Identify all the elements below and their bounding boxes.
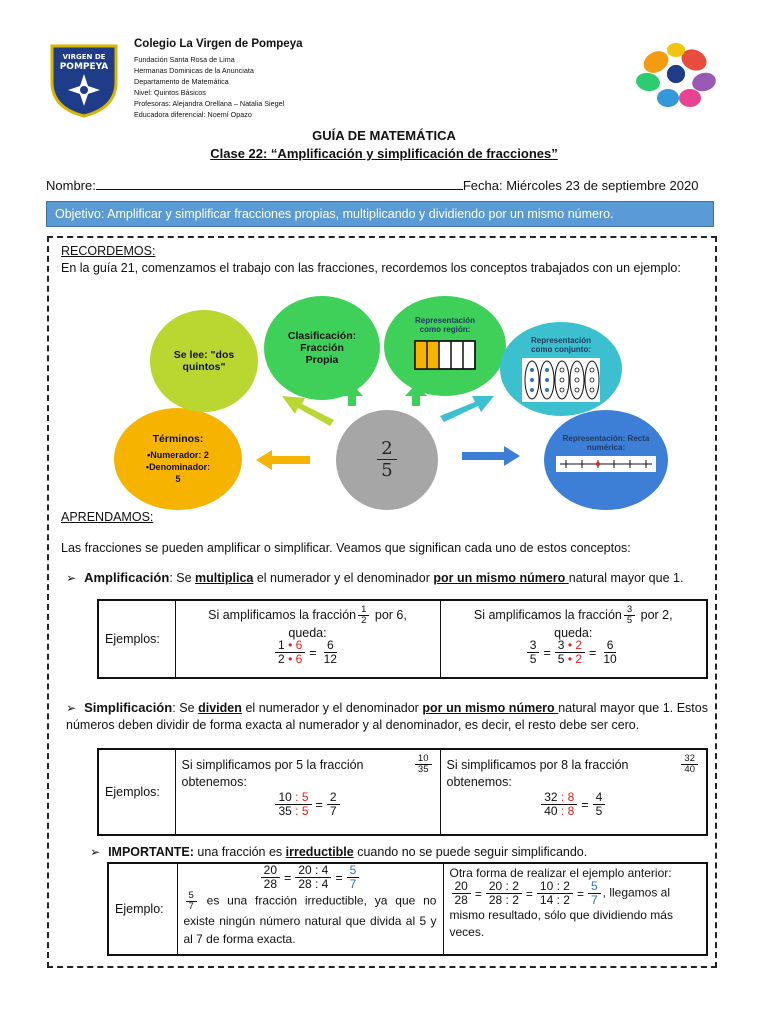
school-detail-line: Profesoras: Alejandra Orellana – Natalia Siegel	[134, 99, 285, 108]
simplificacion-same: por un mismo número	[422, 701, 559, 715]
recordemos-text: En la guía 21, comenzamos el trabajo con las fracciones, recordemos los conceptos trabajados con un ejemplo:	[61, 261, 681, 275]
simplificacion-text-3: natural mayor que 1. Estos números deben dividir de forma exacta al numerador y al denominador, es decir, el resto debe ser cero.	[66, 701, 708, 732]
school-detail-line: Educadora diferencial: Noemí Opazo	[134, 110, 252, 119]
imp-right-equation: $\frac{20}{28}$ = $\frac{20 : 2}{28 : 2}$ = $\frac{10 : 2}{14 : 2}$ = $\frac{5}{7}$ , llegamos al	[450, 880, 701, 907]
name-line[interactable]	[96, 179, 463, 190]
simp-ex2-text: Si simplificamos por 8 la fracción	[446, 757, 629, 772]
amplificacion-text-2: el numerador y el denominador	[253, 571, 434, 585]
terminos-numerador: •Numerador: 2	[147, 450, 209, 460]
amp-ex1-by: por 6,	[374, 607, 407, 622]
imp-right-intro: Otra forma de realizar el ejemplo anterior:	[449, 866, 672, 880]
amplificacion-example-1	[175, 600, 440, 678]
conjunto-label: Representación como conjunto:	[530, 336, 592, 354]
amplificacion-same: por un mismo número	[433, 571, 569, 585]
school-details	[134, 54, 284, 120]
terminos-denominador: •Denominador:	[145, 462, 211, 472]
simplificacion-verb: dividen	[198, 701, 242, 715]
amplificacion-table	[97, 599, 708, 679]
simplificacion-example-2	[440, 749, 707, 835]
amp-ex2-by: por 2,	[640, 607, 673, 622]
page-title: GUÍA DE MATEMÁTICA	[312, 128, 456, 143]
concept-arrows	[90, 296, 670, 512]
simplificacion-example-1	[175, 749, 440, 835]
simp-ex2-equation: $\frac{32 : 8}{40 : 8}$ = $\frac{4}{5}$	[447, 791, 701, 818]
amplificacion-term: Amplificación	[84, 570, 170, 585]
simplificacion-text-1: : Se	[172, 701, 199, 715]
imp-right-text-2: mismo resultado, sólo que dividiendo más veces.	[449, 908, 673, 939]
school-name: Colegio La Virgen de Pompeya	[134, 38, 303, 50]
date-label: Fecha: Miércoles 23 de septiembre 2020	[462, 178, 699, 193]
simplificacion-term: Simplificación	[84, 700, 173, 715]
simp-ex1-fraction: $\frac{10}{35}$	[415, 754, 432, 775]
imp-left-fraction: $\frac{5}{7}$	[186, 891, 197, 912]
name-label: Nombre:	[46, 178, 96, 193]
amplificacion-text-1: : Se	[169, 571, 196, 585]
importante-example-left	[177, 863, 443, 955]
amplificacion-example-2	[440, 600, 707, 678]
center-numerator: 2	[377, 439, 396, 460]
simplificacion-definition	[66, 699, 708, 734]
amp-ex2-text: Si amplificamos la fracción	[473, 607, 622, 622]
amp-ex2-queda: queda:	[554, 626, 593, 640]
recta-label: Representación: Recta numérica:	[562, 434, 650, 452]
terminos-denominador-value: 5	[175, 474, 181, 484]
amplificacion-text-3: natural mayor que 1.	[568, 571, 684, 585]
arrow-bullet-icon: ➢	[66, 701, 77, 715]
arrow-bullet-icon: ➢	[66, 571, 77, 585]
arrow-bullet-icon: ➢	[90, 845, 101, 859]
school-detail-line: Hermanas Dominicas de la Anunciata	[134, 66, 254, 75]
school-detail-line: Nivel: Quintos Básicos	[134, 88, 206, 97]
simplificacion-label: Ejemplos:	[98, 749, 175, 835]
name-date-row	[46, 178, 726, 193]
center-denominator: 5	[381, 459, 393, 481]
imp-left-text: es una fracción irreductible, ya que no existe ningún número natural que divida al 5 y al 7 de forma exacta.	[183, 893, 437, 946]
importante-table	[107, 862, 708, 956]
simp-ex2-fraction: $\frac{32}{40}$	[681, 754, 698, 775]
recordemos-title: RECORDEMOS:	[61, 244, 156, 258]
amplificacion-verb: multiplica	[195, 571, 254, 585]
amp-ex2-equation: $\frac{3}{5}$ = $\frac{3 • 2}{5 • 2}$ = $\frac{6}{10}$	[447, 639, 701, 666]
imp-left-text-block	[184, 891, 437, 948]
school-detail-line: Fundación Santa Rosa de Lima	[134, 55, 235, 64]
aprendamos-text: Las fracciones se pueden amplificar o simplificar. Veamos que significan cada uno de estos conceptos:	[61, 541, 631, 555]
simp-ex2-obtenemos: obtenemos:	[446, 775, 512, 789]
amp-ex2-fraction: $\frac{3}{5}$	[624, 605, 635, 626]
region-label: Representación como región:	[414, 316, 476, 334]
amp-ex1-text: Si amplificamos la fracción	[208, 607, 357, 622]
simp-ex1-text: Si simplificamos por 5 la fracción	[181, 757, 364, 772]
concept-map	[90, 296, 670, 512]
importante-example-right	[443, 863, 707, 955]
simplificacion-table	[97, 748, 708, 836]
school-detail-line: Departamento de Matemática	[134, 77, 229, 86]
importante-term: IMPORTANTE:	[108, 845, 194, 859]
simp-ex1-equation: $\frac{10 : 5}{35 : 5}$ = $\frac{2}{7}$	[182, 791, 434, 818]
terminos-title: Términos:	[152, 433, 204, 445]
objective-banner: Objetivo: Amplificar y simplificar fracciones propias, multiplicando y dividiendo por un mismo número.	[46, 201, 714, 227]
se-lee-circle: Se lee: "dos quintos"	[150, 310, 258, 412]
colorful-hands-logo	[628, 40, 724, 112]
amplificacion-definition	[66, 569, 706, 587]
school-crest-logo	[48, 42, 120, 118]
crest-top-text: VIRGEN DE	[62, 53, 106, 61]
page-subtitle: Clase 22: “Amplificación y simplificación de fracciones”	[210, 146, 558, 161]
amp-ex1-queda: queda:	[288, 626, 327, 640]
importante-word: irreductible	[285, 845, 354, 859]
amp-ex1-equation: $\frac{1 • 6}{2 • 6}$ = $\frac{6}{12}$	[182, 639, 434, 666]
simplificacion-text-2: el numerador y el denominador	[241, 701, 423, 715]
amplificacion-label: Ejemplos:	[98, 600, 175, 678]
imp-left-equation: $\frac{20}{28}$ = $\frac{20 : 4}{28 : 4}$ = $\frac{5}{7}$	[184, 864, 437, 891]
amp-ex1-fraction: $\frac{1}{2}$	[358, 605, 369, 626]
simp-ex1-obtenemos: obtenemos:	[181, 775, 247, 789]
importante-text-1: una fracción es	[193, 845, 286, 859]
clasificacion-circle: Clasificación: Fracción Propia	[264, 296, 380, 400]
imp-right-text-1: , llegamos al	[602, 885, 671, 900]
crest-bottom-text: POMPEYA	[59, 62, 109, 72]
importante-text-2: cuando no se puede seguir simplificando.	[353, 845, 588, 859]
importante-definition	[90, 844, 710, 861]
aprendamos-title: APRENDAMOS:	[61, 510, 154, 524]
importante-label: Ejemplo:	[108, 863, 177, 955]
